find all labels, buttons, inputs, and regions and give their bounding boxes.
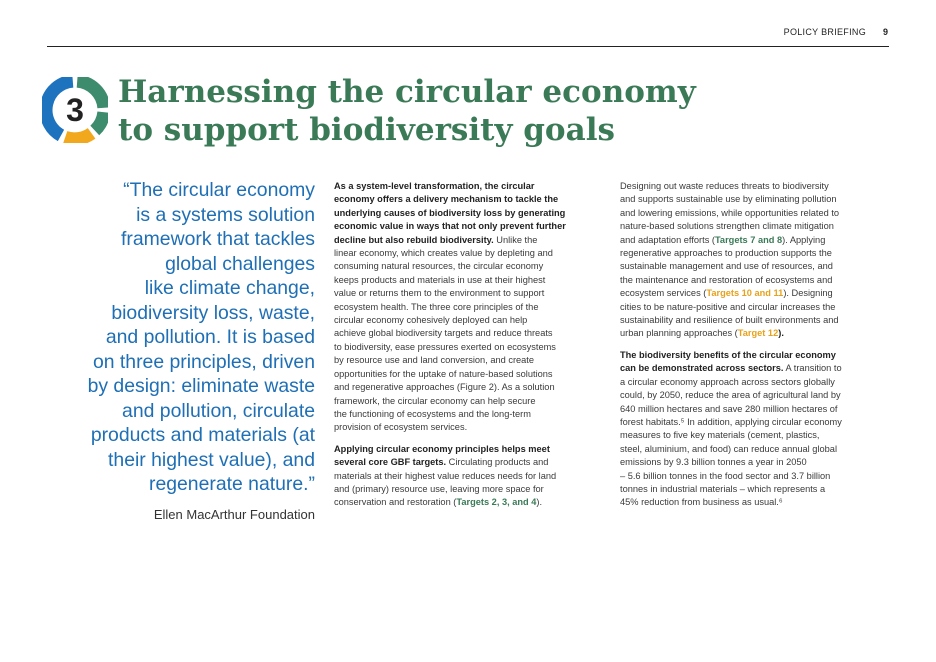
text-line: sustainability and resilience of built environments and [620,315,839,326]
text-line: tonnes in industrial materials – which represents a [620,483,826,494]
text-line: sustainable management and use of resources, and [620,261,833,272]
quote-line: by design: eliminate waste [87,375,315,397]
text-line: measures to five key materials (cement, plastics, [620,430,820,441]
quote-line: regenerate nature.” [148,473,315,495]
text-line: forest habitats.⁵ In addition, applying circular economy [620,416,842,427]
text: and adaptation efforts ( [620,234,715,245]
quote-line: products and materials (at [90,424,315,446]
bold-line: The biodiversity benefits of the circular economy [620,349,836,360]
paragraph [620,180,886,341]
text: ecosystem services ( [620,288,707,299]
bold-line: Applying circular economy principles helps meet [334,443,550,454]
text: Unlike the [493,234,538,245]
text: ). Applying [782,234,826,245]
text-line: ecosystem health. The three core principles of the [334,301,539,312]
header-divider [47,46,889,47]
page-number: 9 [882,27,888,37]
section-number: 3 [66,92,84,128]
text-line: keeps products and materials in use at their highest [334,274,546,285]
text-line: nature-based solutions strengthen climate mitigation [620,221,834,232]
section-title [118,73,738,149]
text-line: regenerative approaches to production supports the [620,248,832,259]
text-line: and regenerative approaches (Figure 2). As a solution [334,382,555,393]
quote-attribution: Ellen MacArthur Foundation [153,507,315,522]
text-line: and supports sustainable use by eliminating pollution [620,194,837,205]
bold-line: underlying causes of biodiversity loss by generating [334,207,566,218]
title-line: Harnessing the circular economy [118,74,696,110]
text-line: circular economy cohesively deployed can help [334,315,528,326]
header-label: POLICY BRIEFING [783,27,866,37]
text: urban planning approaches ( [620,328,738,339]
text-line [620,287,886,300]
text-line: provision of ecosystem services. [334,422,468,433]
text-line: the maintenance and restoration of ecosystems and [620,274,833,285]
text-line: to biodiversity, ease pressures exerted on ecosystems [334,341,556,352]
text-line [334,234,600,247]
text-line: could, by 2050, reduce the area of agricultural land by [620,390,841,401]
text-line [620,327,886,340]
quote-line: on three principles, driven [92,350,315,373]
bold-line: As a system-level transformation, the circular [334,181,535,191]
quote-line: their highest value), and [108,448,315,471]
quote-line: and pollution, circulate [122,399,315,422]
quote-line: “The circular economy [123,179,315,201]
target-reference: Targets 10 and 11 [706,288,784,299]
text-line: and (primary) resource use, leaving more space for [334,483,544,494]
title-line: to support biodiversity goals [118,112,615,148]
bold-line: economy offers a delivery mechanism to tackle the [334,194,559,205]
text-line: Designing out waste reduces threats to biodiversity [620,181,829,191]
text-line: and lowering emissions, while opportunities related to [620,207,840,218]
quote-line: and pollution. It is based [105,326,315,348]
quote-line: global challenges [165,252,315,275]
quote-line: biodiversity loss, waste, [111,301,315,324]
target-reference: Targets 2, 3, and 4 [456,497,537,508]
text-line: 640 million hectares and save 280 million hectares of [620,403,838,414]
text: ). [778,328,784,339]
bold-line: economic value in ways that not only prevent further [334,221,566,232]
body-column-1 [334,180,600,518]
bold-text: can be demonstrated across sectors. [620,363,784,374]
text-line [334,456,600,469]
text-line: cities to be nature-positive and circular increases the [620,301,836,312]
quote-line: framework that tackles [121,228,315,250]
text-line: a circular economy approach across sectors globally [620,376,835,387]
text: ). Designing [783,288,833,299]
paragraph [334,180,600,435]
text: ). [536,497,543,508]
text-line [334,496,600,509]
text: Circulating products and [446,457,549,468]
text-line: steel, aluminium, and food) can reduce annual global [620,443,838,454]
text-line: opportunities for the uptake of nature-based solutions [334,368,553,379]
text-line: consuming natural resources, the circular economy [334,261,544,272]
bold-text: several core GBF targets. [334,457,447,468]
text-line: materials at their highest value reduces needs for land [334,470,557,481]
text-line: framework, the circular economy can help secure [334,395,536,406]
quote-line: like climate change, [144,277,315,299]
text-line: emissions by 9.3 billion tonnes a year in 2050 [620,457,807,468]
text: conservation and restoration ( [334,497,457,508]
quote-line: is a systems solution [136,203,315,226]
text-line: by resource use and land conversion, and create [334,355,535,366]
body-column-2 [620,180,886,518]
bold-text: decline but also rebuild biodiversity. [334,234,494,245]
text-line: linear economy, which creates value by depleting and [334,248,553,259]
text: A transition to [783,363,842,374]
text-line: 45% reduction from business as usual.⁶ [620,497,783,508]
paragraph [334,443,600,510]
text-line [620,234,886,247]
target-reference: Target 12 [737,328,779,339]
text-line: value or returns them to the environment to support [334,288,545,299]
pull-quote [40,178,315,497]
text-line: the functioning of ecosystems and the long-term [334,408,531,419]
text-line: achieve global biodiversity targets and reduce threats [334,328,553,339]
target-reference: Targets 7 and 8 [714,234,783,245]
paragraph [620,349,886,510]
text-line: – 5.6 billion tonnes in the food sector and 3.7 billion [620,470,831,481]
text-line [620,362,886,375]
